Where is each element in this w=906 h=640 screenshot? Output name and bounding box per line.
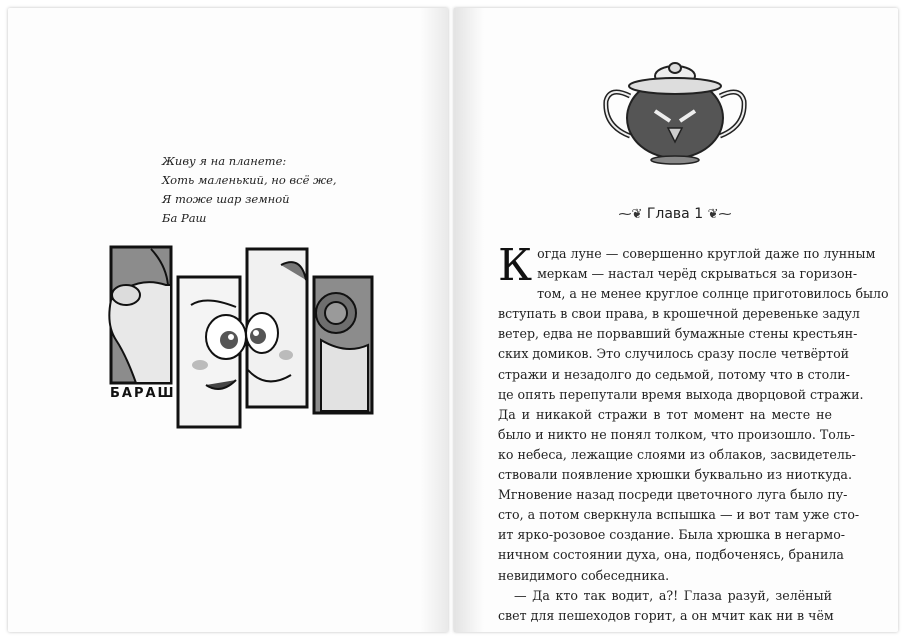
- poem-line: Хоть маленький, но всё же,: [162, 173, 337, 187]
- text-line: ко небеса, лежащие слоями из облаков, засвидетель-: [498, 446, 856, 462]
- chapter-heading: [600, 206, 750, 222]
- text-line: ит ярко-розовое создание. Была хрюшка в негармо-: [498, 527, 846, 543]
- text-line: сто, а потом сверкнула вспышка — и вот там уже сто-: [498, 507, 860, 523]
- drop-cap: К: [498, 240, 533, 291]
- gutter-shadow-right: [454, 8, 484, 632]
- baraш-logo: БАРАШ: [110, 386, 176, 401]
- text-line: ничном состоянии духа, она, подбоченясь, бранила: [498, 547, 844, 563]
- text-line: ских домиков. Это случилось сразу после четвёртой: [498, 346, 850, 362]
- text-line: Мгновение назад посреди цветочного луга было пу-: [498, 487, 848, 503]
- chapter-title: Глава 1: [646, 206, 704, 222]
- poem-author: Ба Раш: [162, 211, 207, 225]
- teapot-drawing: [600, 56, 750, 166]
- text-line: стражи и незадолго до седьмой, потому что в столи-: [498, 366, 850, 382]
- text-line: невидимого собеседника.: [498, 567, 670, 583]
- ornament-left-icon: ⁓❦: [618, 207, 643, 222]
- text-line: ствовали появление хрюшки буквально из ниоткуда.: [498, 467, 852, 483]
- text-line: том, а не менее круглое солнце приготовилось было: [537, 286, 889, 302]
- chapter-body-text: [498, 240, 889, 626]
- text-line: це опять перепутали время выхода дворцовой стражи.: [498, 386, 864, 402]
- panel-4: [314, 277, 372, 413]
- text-line: меркам — настал черёд скрываться за горизон-: [537, 266, 858, 282]
- gutter-shadow-left: [420, 8, 448, 632]
- teapot-illustration: [600, 56, 750, 166]
- poem-line: Живу я на планете:: [162, 154, 287, 168]
- panel-2: [178, 277, 246, 427]
- text-line: Да и никакой стражи в тот момент на месте не: [498, 406, 832, 422]
- ornament-right-icon: ❦⁓: [707, 207, 732, 222]
- text-line: вступать в свои права, в крошечной деревеньке задул: [498, 306, 860, 322]
- text-line: огда луне — совершенно круглой даже по лунным: [537, 246, 876, 261]
- panel-3: [246, 249, 307, 407]
- character-illustration: [96, 245, 386, 435]
- panel-1: [109, 247, 171, 383]
- epigraph-poem: [162, 152, 402, 228]
- text-line: ветер, едва не порвавший бумажные стены крестьян-: [498, 326, 858, 342]
- poem-line: Я тоже шар земной: [162, 192, 290, 206]
- text-line: было и никто не понял толком, что произошло. Толь-: [498, 426, 855, 442]
- illustration-panels: [96, 245, 386, 435]
- text-line: свет для пешеходов горит, а он мчит как ни в чём: [498, 607, 834, 623]
- text-line: — Да кто так водит, а?! Глаза разуй, зелёный: [514, 587, 832, 603]
